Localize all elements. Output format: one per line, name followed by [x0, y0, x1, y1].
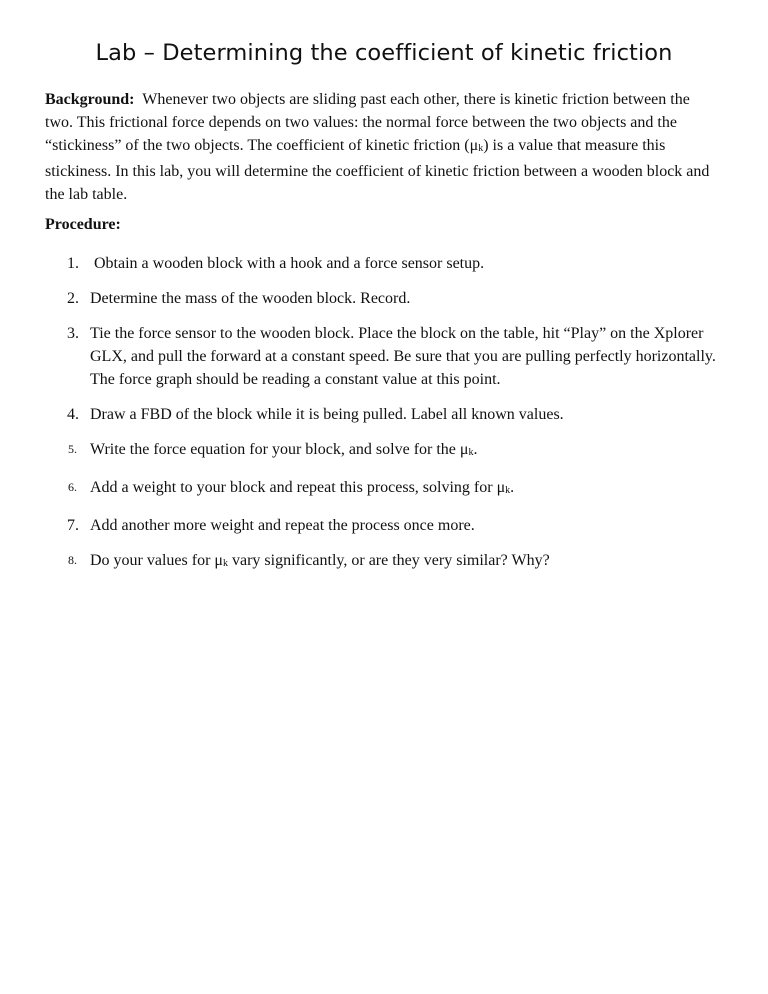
- step-text: [90, 438, 720, 464]
- background-text-part-2: ) is a value that measure this stickiness. In this lab, you will determine the coefficient of kinetic friction between a wooden block and the lab table.: [45, 137, 710, 203]
- step-text: [90, 549, 720, 575]
- mu-symbol: μ: [214, 552, 223, 569]
- procedure-step-7: [45, 514, 720, 537]
- step-text-part-2: vary significantly, or are they very similar? Why?: [228, 552, 550, 569]
- step-text-part-1: Add a weight to your block and repeat this process, solving for: [90, 479, 497, 496]
- background-label: Background:: [45, 91, 135, 108]
- step-number: 7.: [67, 517, 79, 534]
- procedure-step-1: [45, 252, 720, 275]
- procedure-heading: Procedure:: [45, 216, 121, 233]
- mu-subscript: k: [478, 143, 484, 154]
- step-number: 8.: [68, 553, 77, 567]
- procedure-step-3: [45, 322, 720, 391]
- procedure-steps-list: [45, 252, 720, 587]
- step-number: 1.: [67, 255, 79, 272]
- step-text: Obtain a wooden block with a hook and a force sensor setup.: [90, 255, 485, 272]
- procedure-step-2: [45, 287, 720, 310]
- step-text-part-1: Do your values for: [90, 552, 215, 569]
- step-text: Draw a FBD of the block while it is being pulled. Label all known values.: [90, 406, 564, 423]
- step-text: Determine the mass of the wooden block. Record.: [90, 290, 411, 307]
- procedure-step-8: [45, 549, 720, 575]
- procedure-step-6: [45, 476, 720, 502]
- mu-subscript: k: [505, 485, 511, 496]
- step-number: 3.: [67, 325, 79, 342]
- step-text: Tie the force sensor to the wooden block. Place the block on the table, hit “Play” on the Xplorer GLX, and pull the forward at a constant speed. Be sure that you are pulling perfectly horizontally. The force graph should be reading a constant value at this point.: [90, 325, 716, 388]
- step-text-part-2: .: [510, 479, 515, 496]
- mu-symbol: μ: [469, 137, 479, 154]
- mu-subscript: k: [223, 558, 228, 569]
- step-text-part-1: Write the force equation for your block, and solve for the: [90, 441, 460, 458]
- procedure-step-4: [45, 403, 720, 426]
- background-text-part-1: Whenever two objects are sliding past each other, there is kinetic friction between the two. This frictional force depends on two values: the normal force between the two objects and the “stickiness” of the two objects. The coefficient of kinetic friction (: [45, 91, 690, 154]
- step-text: Add another more weight and repeat the process once more.: [90, 517, 475, 534]
- procedure-step-5: [45, 438, 720, 464]
- background-paragraph: [45, 88, 715, 206]
- step-text-part-2: .: [473, 441, 478, 458]
- mu-symbol: μ: [496, 479, 506, 496]
- step-number: 2.: [67, 290, 79, 307]
- mu-symbol: μ: [459, 441, 469, 458]
- step-number: 6.: [68, 480, 77, 494]
- page-title: Lab – Determining the coefficient of kinetic friction: [95, 40, 673, 66]
- mu-subscript: k: [468, 447, 474, 458]
- step-number: 5.: [68, 442, 77, 456]
- step-number: 4.: [67, 406, 79, 423]
- step-text: [90, 476, 720, 502]
